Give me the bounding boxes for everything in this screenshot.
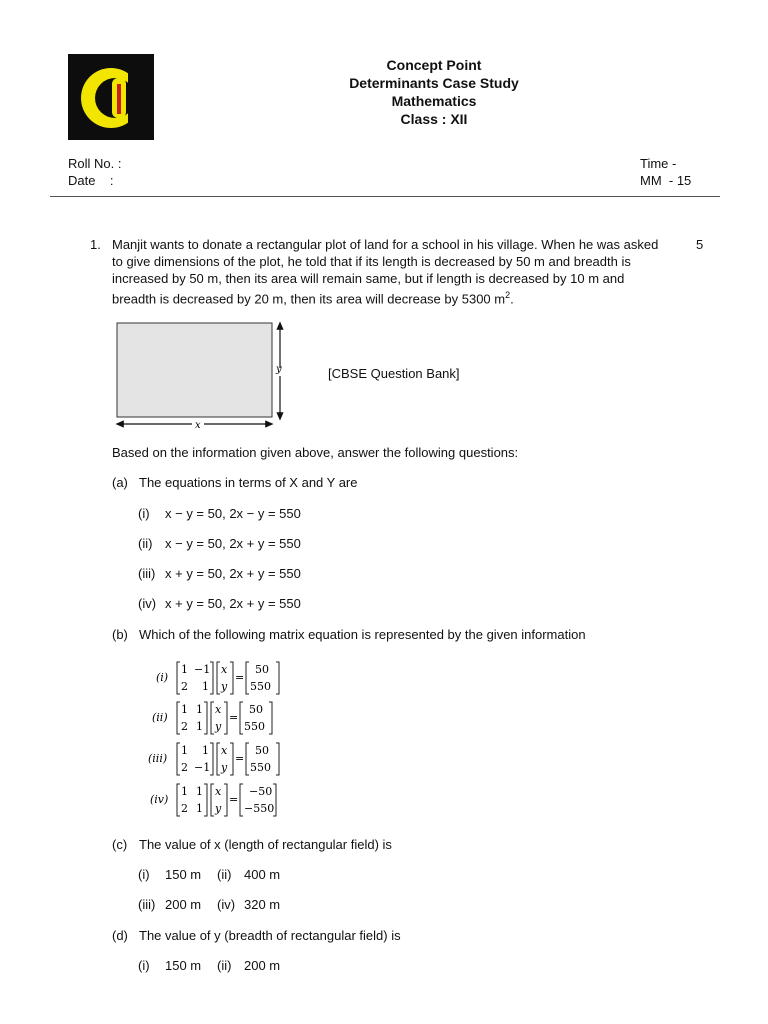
part-a-text: The equations in terms of X and Y are xyxy=(139,475,358,490)
option-text: 150 m xyxy=(165,958,202,973)
option-label: (iv) xyxy=(217,897,236,912)
length-label: x xyxy=(195,420,201,431)
bracket-left xyxy=(240,702,243,734)
matrix-option-label: (iii) xyxy=(148,752,168,765)
matrix-cell: −1 xyxy=(194,663,211,676)
part-c-label: (c) xyxy=(112,837,128,852)
option-label: (iii) xyxy=(138,897,156,912)
part-a-label: (a) xyxy=(112,475,128,490)
matrix-cell: −1 xyxy=(194,761,211,774)
matrix-cell: 1 xyxy=(181,703,188,716)
roll-no-label: Roll No. : xyxy=(68,156,122,171)
bracket-left xyxy=(246,743,249,775)
result-cell: −550 xyxy=(244,802,275,815)
equals-sign: = xyxy=(229,793,239,806)
plot-diagram-svg xyxy=(110,318,310,432)
option-text: x − y = 50, 2x − y = 550 xyxy=(165,506,301,521)
option-label: (iii) xyxy=(138,566,156,581)
option-label: (ii) xyxy=(217,958,232,973)
result-cell: −50 xyxy=(249,785,273,798)
option-text: x + y = 50, 2x + y = 550 xyxy=(165,566,301,581)
part-a xyxy=(112,474,358,491)
exam-meta xyxy=(640,155,691,189)
bracket-right xyxy=(276,662,279,694)
plot-diagram xyxy=(110,318,310,432)
bracket-left xyxy=(177,784,180,816)
question-text-superscript: 2 xyxy=(505,290,511,300)
matrix-cell: 1 xyxy=(196,703,203,716)
question-text xyxy=(112,236,672,307)
vector-cell: y xyxy=(215,720,222,733)
vector-cell: x xyxy=(215,703,222,716)
matrix-cell: 1 xyxy=(181,785,188,798)
part-a-option xyxy=(138,565,301,582)
question-text-end: . xyxy=(510,291,514,307)
matrix-cell: 1 xyxy=(181,744,188,757)
part-d xyxy=(112,927,401,944)
subject-name: Mathematics xyxy=(391,93,477,109)
vector-cell: y xyxy=(221,761,228,774)
document-header xyxy=(0,56,768,128)
question-1 xyxy=(90,236,710,307)
part-c-text: The value of x (length of rectangular field) is xyxy=(139,837,392,852)
matrix-option-label: (ii) xyxy=(152,711,168,724)
bracket-right xyxy=(204,784,207,816)
option-label: (i) xyxy=(138,867,150,882)
matrix-cell: 2 xyxy=(181,680,188,693)
option-text: 150 m xyxy=(165,867,202,882)
bracket-right xyxy=(230,662,233,694)
bracket-right xyxy=(224,784,227,816)
question-intro: Based on the information given above, answer the following questions: xyxy=(112,445,519,460)
bracket-right xyxy=(210,743,213,775)
part-d-label: (d) xyxy=(112,928,128,943)
matrix-cell: 1 xyxy=(196,720,203,733)
option-label: (i) xyxy=(138,506,150,521)
part-b-label: (b) xyxy=(112,627,128,642)
bracket-left xyxy=(217,743,220,775)
matrix-option-label: (i) xyxy=(156,671,169,684)
option-label: (i) xyxy=(138,958,150,973)
matrix-option-1 xyxy=(146,660,286,696)
equals-sign: = xyxy=(229,711,239,724)
option-label: (iv) xyxy=(138,596,157,611)
result-cell: 50 xyxy=(255,663,269,676)
bracket-left xyxy=(177,702,180,734)
matrix-cell: 2 xyxy=(181,802,188,815)
part-b-text: Which of the following matrix equation is represented by the given information xyxy=(139,627,586,642)
matrix-option-4 xyxy=(146,782,286,818)
question-text-main: Manjit wants to donate a rectangular plot of land for a school in his village. When he was asked to give dimensions of the plot, he told that if its length is decreased by 50 m and breadth is increased by 50 m, then its area will remain same, but if length is decreased by 10 m and breadth is decreased by 20 m, then its area will decrease by 5300 m xyxy=(112,237,659,307)
part-b xyxy=(112,626,586,643)
matrix-cell: 1 xyxy=(196,785,203,798)
bracket-right xyxy=(276,743,279,775)
bracket-left xyxy=(211,784,214,816)
class-name: Class : XII xyxy=(400,111,468,127)
vector-cell: x xyxy=(221,744,228,757)
option-text: 200 m xyxy=(244,958,281,973)
part-d-text: The value of y (breadth of rectangular field) is xyxy=(139,928,401,943)
result-cell: 550 xyxy=(244,720,265,733)
result-cell: 550 xyxy=(250,680,271,693)
plot-rectangle xyxy=(117,323,272,417)
option-text: x − y = 50, 2x + y = 550 xyxy=(165,536,301,551)
vector-cell: x xyxy=(221,663,228,676)
equals-sign: = xyxy=(235,752,245,765)
institute-name: Concept Point xyxy=(386,57,482,73)
bracket-right xyxy=(230,743,233,775)
result-cell: 550 xyxy=(250,761,271,774)
part-c xyxy=(112,836,392,853)
matrix-cell: 2 xyxy=(181,720,188,733)
breadth-label: y xyxy=(276,364,282,375)
matrix-cell: 1 xyxy=(181,663,188,676)
equals-sign: = xyxy=(235,671,245,684)
student-meta xyxy=(68,155,121,189)
vector-cell: y xyxy=(221,680,228,693)
part-a-option xyxy=(138,595,301,612)
bracket-left xyxy=(177,743,180,775)
option-label: (ii) xyxy=(138,536,153,551)
document-title: Determinants Case Study xyxy=(349,75,519,91)
matrix-cell: 1 xyxy=(196,802,203,815)
bracket-left xyxy=(211,702,214,734)
part-a-option xyxy=(138,535,301,552)
matrix-option-3 xyxy=(146,741,286,777)
bracket-right xyxy=(210,662,213,694)
matrix-option-2 xyxy=(146,700,286,736)
vector-cell: y xyxy=(215,802,222,815)
option-text: 200 m xyxy=(165,897,202,912)
part-d-options-row xyxy=(138,957,280,974)
question-number: 1. xyxy=(90,237,101,252)
option-label: (ii) xyxy=(217,867,232,882)
option-text: x + y = 50, 2x + y = 550 xyxy=(165,596,301,611)
bracket-left xyxy=(240,784,243,816)
header-divider xyxy=(50,196,720,197)
bracket-right xyxy=(204,702,207,734)
part-c-options-row xyxy=(138,866,280,883)
result-cell: 50 xyxy=(249,703,263,716)
result-cell: 50 xyxy=(255,744,269,757)
matrix-cell: 2 xyxy=(181,761,188,774)
bracket-right xyxy=(224,702,227,734)
option-text: 400 m xyxy=(244,867,281,882)
max-marks-label: MM - 15 xyxy=(640,173,692,188)
matrix-cell: 1 xyxy=(202,744,209,757)
matrix-cell: 1 xyxy=(202,680,209,693)
part-c-options-row xyxy=(138,896,280,913)
vector-cell: x xyxy=(215,785,222,798)
bracket-left xyxy=(217,662,220,694)
date-label: Date : xyxy=(68,173,114,188)
option-text: 320 m xyxy=(244,897,281,912)
time-label: Time - xyxy=(640,156,677,171)
bracket-left xyxy=(177,662,180,694)
matrix-option-label: (iv) xyxy=(150,793,169,806)
part-a-option xyxy=(138,505,301,522)
source-citation: [CBSE Question Bank] xyxy=(328,366,460,381)
question-marks: 5 xyxy=(696,237,704,252)
bracket-right xyxy=(269,702,272,734)
bracket-left xyxy=(246,662,249,694)
